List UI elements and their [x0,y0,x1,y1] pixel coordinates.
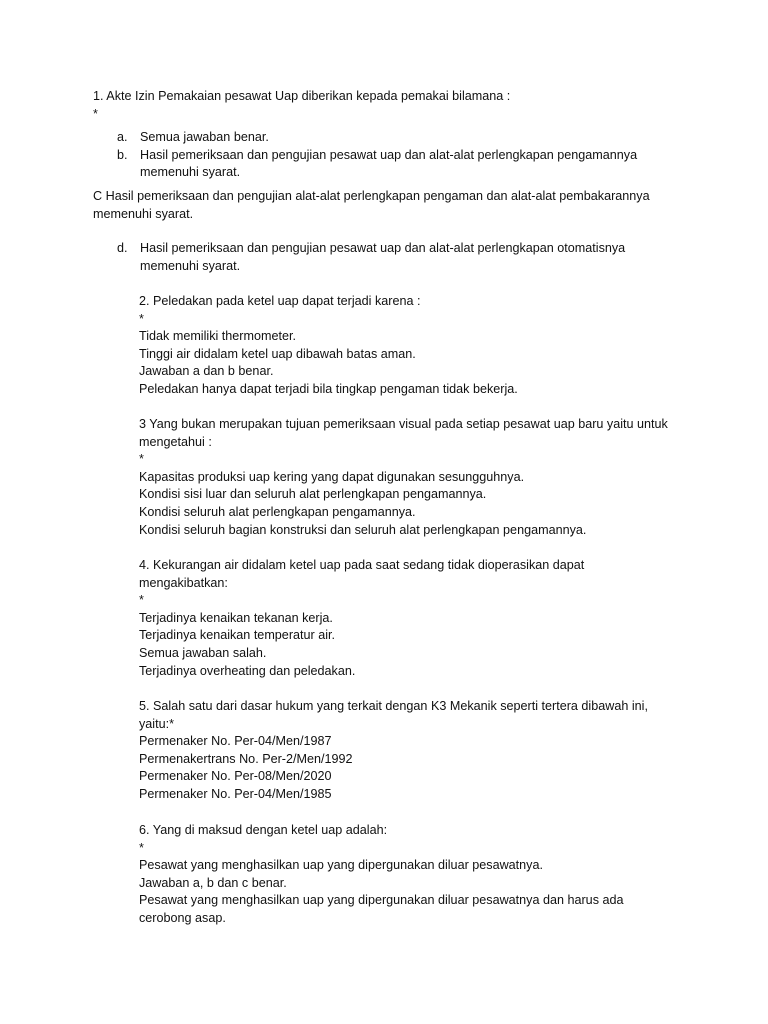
question-5 [139,698,673,804]
question-2-required-mark: * [139,311,144,326]
question-2-answer-4: Peledakan hanya dapat terjadi bila tingkap pengaman tidak bekerja. [139,381,518,396]
question-6-required-mark: * [139,840,144,855]
question-2-answer-1: Tidak memiliki thermometer. [139,329,296,344]
question-5-answer-3: Permenaker No. Per-08/Men/2020 [139,769,332,784]
question-3-answer-4: Kondisi seluruh bagian konstruksi dan seluruh alat perlengkapan pengamannya. [139,522,587,537]
question-3-answer-2: Kondisi sisi luar dan seluruh alat perlengkapan pengamannya. [139,487,487,502]
question-4-answer-4: Terjadinya overheating dan peledakan. [139,663,356,678]
question-3-text: 3 Yang bukan merupakan tujuan pemeriksaan visual pada setiap pesawat uap baru yaitu untuk mengetahui : [139,417,668,449]
question-4-required-mark: * [139,593,144,608]
question-4-text: 4. Kekurangan air didalam ketel uap pada saat sedang tidak dioperasikan dapat mengakibatkan: [139,558,585,590]
question-4-answer-2: Terjadinya kenaikan temperatur air. [139,628,336,643]
option-c-text: C Hasil pemeriksaan dan pengujian alat-alat perlengkapan pengaman dan alat-alat pembakarannya memenuhi syarat. [93,188,650,221]
question-1-required-mark: * [93,106,98,121]
question-4 [139,557,673,680]
question-5-answer-1: Permenaker No. Per-04/Men/1987 [139,734,332,749]
option-b-text: Hasil pemeriksaan dan pengujian pesawat uap dan alat-alat perlengkapan pengamannya memenuhi syarat. [140,147,638,180]
question-3-required-mark: * [139,452,144,467]
option-d [117,240,673,275]
question-4-answer-3: Semua jawaban salah. [139,645,267,660]
question-5-answer-4: Permenaker No. Per-04/Men/1985 [139,786,332,801]
option-a-text: Semua jawaban benar. [140,130,269,145]
question-6-answer-3: Pesawat yang menghasilkan uap yang dipergunakan diluar pesawatnya dan harus ada cerobong asap. [139,893,624,925]
question-5-text: 5. Salah satu dari dasar hukum yang terkait dengan K3 Mekanik seperti tertera dibawah ini, yaitu:* [139,699,648,731]
question-2-answer-3: Jawaban a dan b benar. [139,364,274,379]
question-3 [139,416,673,539]
option-d-letter: d. [117,241,128,255]
option-b-letter: b. [117,147,128,162]
question-6-text: 6. Yang di maksud dengan ketel uap adalah: [139,823,388,837]
question-6 [139,822,673,928]
option-a-letter: a. [117,130,128,145]
option-b [117,147,673,182]
option-d-row [117,240,673,275]
question-3-answer-1: Kapasitas produksi uap kering yang dapat digunakan sesungguhnya. [139,469,525,484]
question-6-answer-1: Pesawat yang menghasilkan uap yang dipergunakan diluar pesawatnya. [139,858,543,873]
question-2-answer-2: Tinggi air didalam ketel uap dibawah batas aman. [139,346,416,361]
question-1-options [93,129,673,182]
question-1-text: 1. Akte Izin Pemakaian pesawat Uap diberikan kepada pemakai bilamana : [93,89,511,103]
question-5-answer-2: Permenakertrans No. Per-2/Men/1992 [139,751,353,766]
question-4-answer-1: Terjadinya kenaikan tekanan kerja. [139,610,333,625]
question-6-answer-2: Jawaban a, b dan c benar. [139,875,287,890]
question-2 [139,293,673,399]
option-d-text: Hasil pemeriksaan dan pengujian pesawat uap dan alat-alat perlengkapan otomatisnya memenuhi syarat. [140,241,626,273]
question-3-answer-3: Kondisi seluruh alat perlengkapan pengamannya. [139,504,416,519]
question-1 [93,88,673,223]
question-2-text: 2. Peledakan pada ketel uap dapat terjadi karena : [139,294,421,308]
option-a [117,129,673,147]
